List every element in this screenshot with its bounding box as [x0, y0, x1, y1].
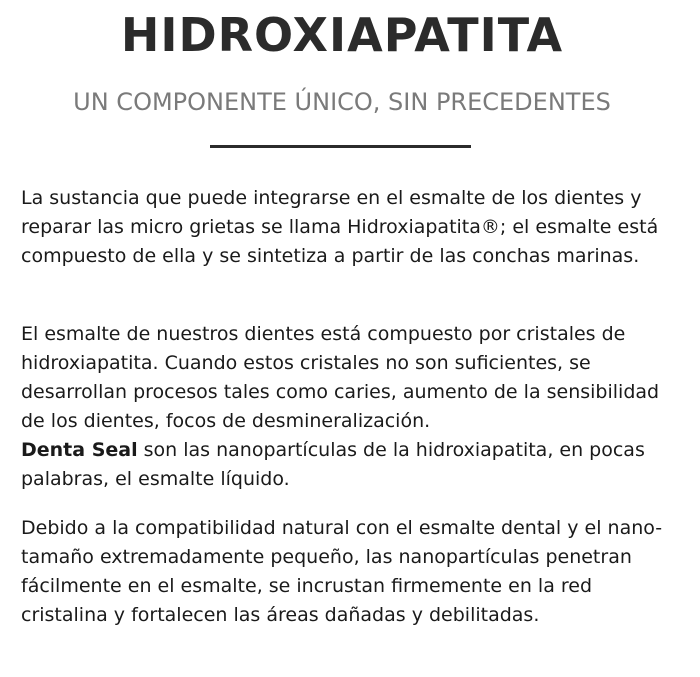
paragraph-intro: La sustancia que puede integrarse en el esmalte de los dientes y reparar las micro grietas se llama Hidroxiapatita®; el esmalte está compuesto de ella y se sintetiza a partir de las conchas marinas.	[21, 187, 659, 267]
paragraph-compatibility: Debido a la compatibilidad natural con el esmalte dental y el nano-tamaño extremadamente pequeño, las nanopartículas penetran fácilmente en el esmalte, se incrustan firmemente en la red cristalina y fortalecen las áreas dañadas y debilitadas.	[21, 517, 663, 626]
paragraph-enamel-tail: son las nanopartículas de la hidroxiapatita, en pocas palabras, el esmalte líquido.	[21, 439, 645, 490]
page-subtitle: UN COMPONENTE ÚNICO, SIN PRECEDENTES	[73, 88, 611, 116]
paragraph-enamel-text: El esmalte de nuestros dientes está compuesto por cristales de hidroxiapatita. Cuando estos cristales no son suficientes, se desarrollan procesos tales como caries, aumento de la sensibilidad de los dientes, focos de desmineralización.	[21, 323, 660, 432]
paragraph-enamel	[21, 320, 671, 494]
title-divider	[210, 145, 471, 148]
brand-name: Denta Seal	[21, 439, 138, 461]
page-title: HIDROXIAPATITA	[120, 8, 564, 62]
